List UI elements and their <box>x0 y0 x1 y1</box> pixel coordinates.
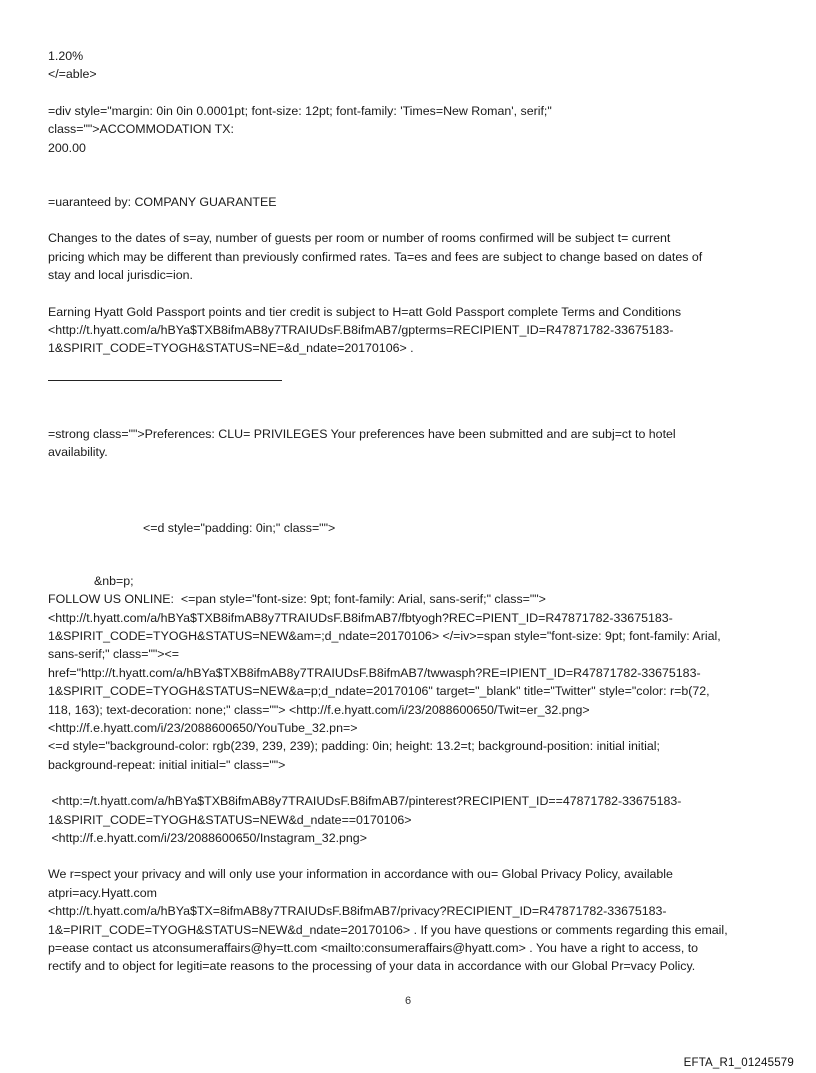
text-block-rate <box>48 47 778 84</box>
text-block-td-padding <box>48 519 778 537</box>
text-line: p=ease contact us atconsumeraffairs@hy=tt.com <mailto:consumeraffairs@hyatt.com> . You have a right to access, to <box>48 940 699 955</box>
text-line: 1&=PIRIT_CODE=TYOGH&STATUS=NEW&d_ndate=20170106> . If you have questions or comments regarding this email, <box>48 922 728 937</box>
text-line: class="">ACCOMMODATION TX: <box>48 122 234 137</box>
text-line: <http://t.hyatt.com/a/hBYa$TX=8ifmAB8y7TRAIUDsF.B8ifmAB7/privacy?RECIPIENT_ID=R47871782-33675183- <box>48 904 667 919</box>
text-line: Earning Hyatt Gold Passport points and tier credit is subject to H=att Gold Passport complete Terms and Conditions <box>48 304 682 319</box>
text-block-guarantee <box>48 193 778 211</box>
text-line: =div style="margin: 0in 0in 0.0001pt; font-size: 12pt; font-family: 'Times=New Roman', serif;" <box>48 103 552 118</box>
page-number: 6 <box>404 995 412 1007</box>
bates-identifier: EFTA_R1_01245579 <box>683 1057 794 1069</box>
text-line: We r=spect your privacy and will only use your information in accordance with ou= Global Privacy Policy, available <box>48 867 673 882</box>
text-block-follow-us <box>48 590 778 774</box>
text-line: 200.00 <box>48 140 86 155</box>
text-line: &nb=p; <box>94 573 134 588</box>
text-line: 1&SPIRIT_CODE=TYOGH&STATUS=NEW&a=p;d_ndate=20170106" target="_blank" title="Twitter" style="color: r=b(72, <box>48 684 710 699</box>
text-line: background-repeat: initial initial=" class=""> <box>48 757 286 772</box>
text-line: pricing which may be different than previously confirmed rates. Ta=es and fees are subject to change based on dates of <box>48 249 703 264</box>
text-block-accommodation-tax <box>48 102 778 157</box>
text-block-privacy <box>48 865 778 975</box>
text-line: <=d style="padding: 0in;" class=""> <box>143 521 336 536</box>
text-line: stay and local jurisdic=ion. <box>48 268 193 283</box>
text-line: Changes to the dates of s=ay, number of guests per room or number of rooms confirmed will be subject t= current <box>48 231 671 246</box>
text-block-preferences <box>48 425 778 462</box>
text-line: 1.20% <box>48 49 84 63</box>
text-line: <http://t.hyatt.com/a/hBYa$TXB8ifmAB8y7TRAIUDsF.B8ifmAB7/fbtyogh?REC=PIENT_ID=R47871782-33675183- <box>48 610 673 625</box>
text-line: href="http://t.hyatt.com/a/hBYa$TXB8ifmAB8y7TRAIUDsF.B8ifmAB7/twwasph?RE=IPIENT_ID=R47871782-33675183- <box>48 665 701 680</box>
text-line: <=d style="background-color: rgb(239, 239, 239); padding: 0in; height: 13.2=t; background-position: initial initial; <box>48 739 660 754</box>
text-line: =strong class="">Preferences: CLU= PRIVILEGES Your preferences have been submitted and are subj=ct to hotel <box>48 426 676 441</box>
text-line: FOLLOW US ONLINE: <=pan style="font-size: 9pt; font-family: Arial, sans-serif;" class=""> <box>48 592 546 607</box>
text-line: availability. <box>48 445 108 460</box>
text-line: 1&SPIRIT_CODE=TYOGH&STATUS=NEW&am=;d_ndate=20170106> </=iv>=span style="font-size: 9pt; font-family: Arial, <box>48 629 721 644</box>
text-line: <http:=/t.hyatt.com/a/hBYa$TXB8ifmAB8y7TRAIUDsF.B8ifmAB7/pinterest?RECIPIENT_ID==47871782-33675183- <box>48 794 682 809</box>
text-line: 1&SPIRIT_CODE=TYOGH&STATUS=NE=&d_ndate=20170106> . <box>48 341 414 356</box>
text-line: =uaranteed by: COMPANY GUARANTEE <box>48 194 277 209</box>
text-line: 1&SPIRIT_CODE=TYOGH&STATUS=NEW&d_ndate==0170106> <box>48 812 412 827</box>
text-block-changes-policy <box>48 229 778 284</box>
text-line: <http://f.e.hyatt.com/i/23/2088600650/Instagram_32.png> <box>48 830 367 845</box>
text-line: <http://t.hyatt.com/a/hBYa$TXB8ifmAB8y7TRAIUDsF.B8ifmAB7/gpterms=RECIPIENT_ID=R47871782-33675183- <box>48 322 674 337</box>
text-line: <http://f.e.hyatt.com/i/23/2088600650/YouTube_32.pn=> <box>48 720 358 735</box>
text-block-social-links <box>48 792 778 847</box>
horizontal-divider <box>48 380 282 381</box>
text-block-gold-passport <box>48 303 778 358</box>
text-line: rectify and to object for legiti=ate reasons to the processing of your data in accordance with our Global Pr=vacy Policy. <box>48 959 696 974</box>
text-line: 118, 163); text-decoration: none;" class=""> <http://f.e.hyatt.com/i/23/2088600650/Twit=er_32.png> <box>48 702 590 717</box>
document-body <box>48 47 778 976</box>
text-line: atpri=acy.Hyatt.com <box>48 885 157 900</box>
text-block-nbsp <box>48 572 778 590</box>
text-line: sans-serif;" class=""><= <box>48 647 179 662</box>
text-line: </=able> <box>48 67 97 82</box>
